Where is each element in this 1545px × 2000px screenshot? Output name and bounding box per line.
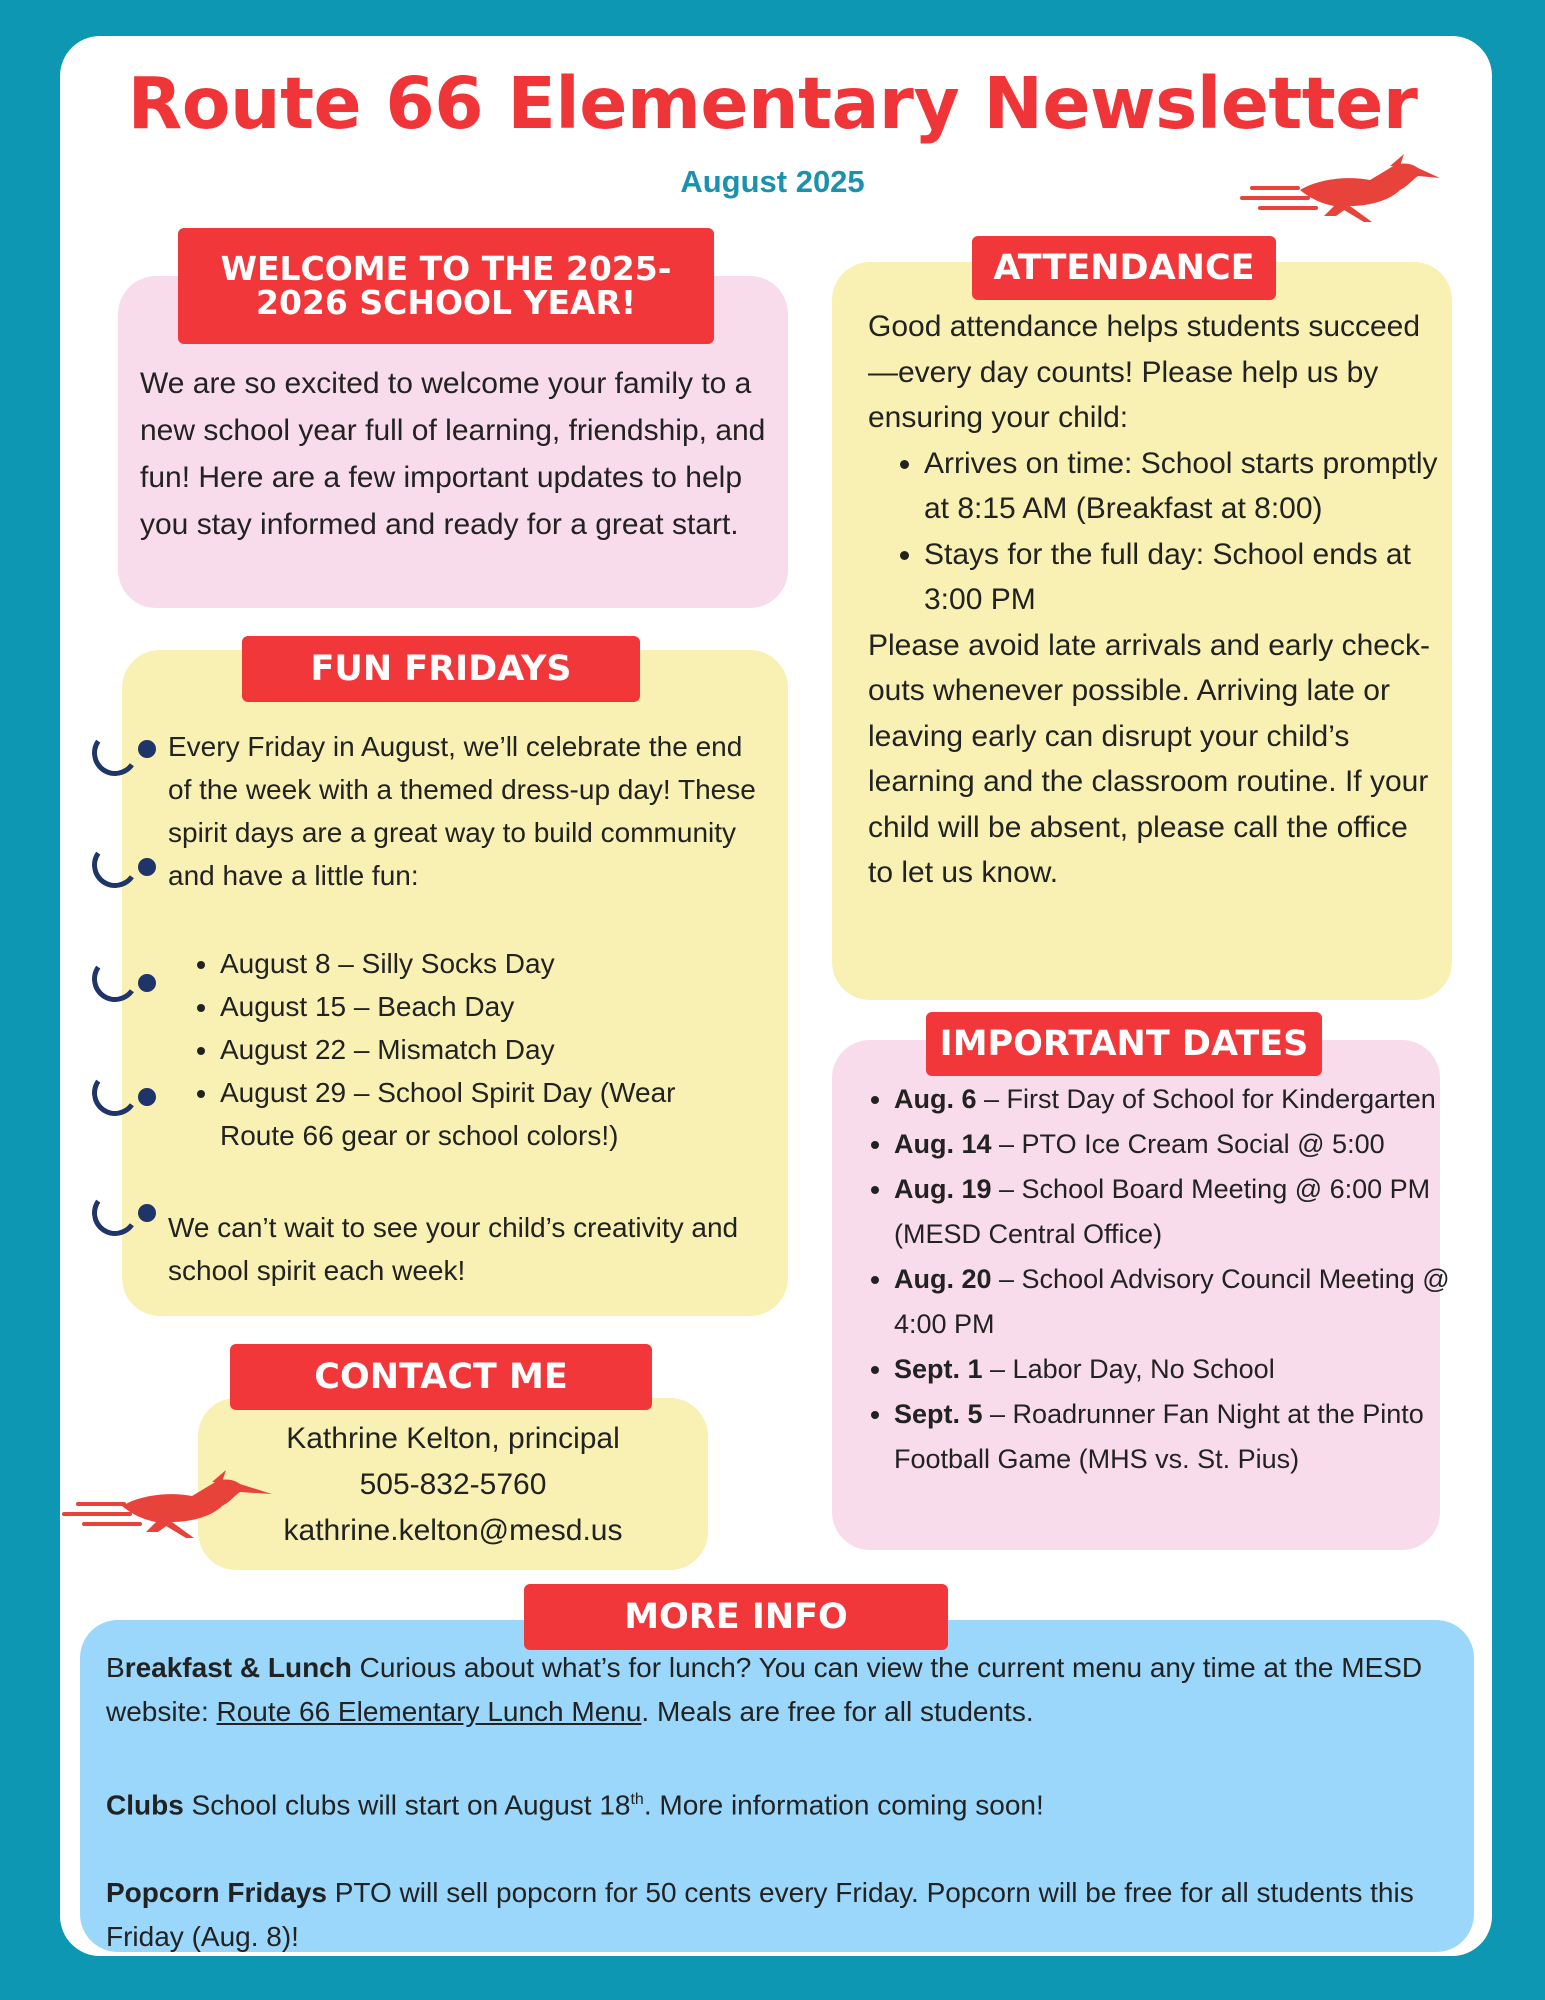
date-label: Aug. 14 — [894, 1129, 992, 1159]
list-item: • Stays for the full day: School ends at 3:00 PM — [924, 532, 1438, 623]
list-item: • August 15 – Beach Day — [220, 985, 750, 1028]
list-item: • August 8 – Silly Socks Day — [220, 942, 750, 985]
welcome-body: We are so excited to welcome your family to a new school year full of learning, friendship, and fun! Here are a few important updates to help you stay informed and ready for a great start. — [140, 367, 766, 541]
fun-fridays-list — [220, 942, 750, 1157]
date-text: – School Board Meeting @ 6:00 PM (MESD Central Office) — [894, 1174, 1431, 1249]
binder-ring-dot — [138, 1088, 156, 1106]
roadrunner-logo-bottom — [62, 1466, 272, 1546]
welcome-heading — [178, 228, 714, 344]
breakfast-title-first: B — [106, 1652, 125, 1683]
binder-ring-dot — [138, 858, 156, 876]
spacer — [106, 1734, 1478, 1778]
date-text: – School Advisory Council Meeting @ 4:00 PM — [894, 1264, 1450, 1339]
popcorn-title: Popcorn Fridays — [106, 1877, 327, 1909]
roadrunner-logo-top — [1240, 150, 1450, 230]
fun-fridays-closing: We can’t wait to see your child’s creativity and school spirit each week! — [168, 1212, 739, 1286]
newsletter-title: Route 66 Elementary Newsletter — [127, 62, 1418, 145]
date-text: – PTO Ice Cream Social @ 5:00 — [991, 1129, 1385, 1159]
date-label: Sept. 1 — [894, 1354, 983, 1384]
fun-fridays-heading: FUN FRIDAYS — [242, 636, 640, 702]
breakfast-title: reakfast & Lunch — [124, 1652, 352, 1683]
clubs-paragraph — [106, 1778, 1478, 1827]
list-item — [894, 1257, 1454, 1347]
welcome-heading-line2: 2026 SCHOOL YEAR! — [256, 283, 636, 322]
list-item: • Arrives on time: School starts promptly at 8:15 AM (Breakfast at 8:00) — [924, 441, 1438, 532]
popcorn-text: PTO will sell popcorn for 50 cents every Friday. Popcorn will be free for all students this Friday (Aug. 8)! — [106, 1877, 1414, 1953]
date-text: – First Day of School for Kindergarten — [976, 1084, 1436, 1114]
breakfast-paragraph — [106, 1646, 1478, 1734]
binder-ring-dot — [138, 740, 156, 758]
contact-phone: 505-832-5760 — [359, 1468, 547, 1501]
popcorn-paragraph — [106, 1871, 1478, 1959]
clubs-text-end: . More information coming soon! — [643, 1789, 1044, 1821]
spacer — [106, 1827, 1478, 1871]
list-item: • August 29 – School Spirit Day (Wear Route 66 gear or school colors!) — [220, 1071, 750, 1157]
attendance-intro: Good attendance helps students succeed—every day counts! Please help us by ensuring your child: — [868, 310, 1421, 434]
more-info-heading: MORE INFO — [524, 1584, 948, 1650]
list-item — [894, 1392, 1454, 1482]
attendance-list — [868, 441, 1438, 623]
date-text: – Labor Day, No School — [982, 1354, 1275, 1384]
more-info-body — [106, 1646, 1478, 1959]
breakfast-text-end: . Meals are free for all students. — [641, 1696, 1034, 1727]
welcome-heading-line1: WELCOME TO THE 2025- — [220, 249, 672, 288]
date-label: Sept. 5 — [894, 1399, 983, 1429]
contact-name: Kathrine Kelton, principal — [286, 1422, 620, 1455]
newsletter-date: August 2025 — [680, 164, 865, 199]
breakfast-text: Curious about what’s for lunch? You can view the current menu any time at the MESD website: — [106, 1652, 1423, 1727]
lunch-menu-link[interactable]: Route 66 Elementary Lunch Menu — [216, 1696, 642, 1727]
attendance-heading: ATTENDANCE — [972, 236, 1276, 300]
list-item — [894, 1347, 1454, 1392]
attendance-closing: Please avoid late arrivals and early check-outs whenever possible. Arriving late or leaving early can disrupt your child’s learning and the classroom routine. If your child will be absent, please call the office to let us know. — [868, 628, 1430, 889]
attendance-body — [868, 304, 1438, 896]
contact-info — [198, 1416, 708, 1554]
list-item — [894, 1167, 1454, 1257]
clubs-text: School clubs will start on August 18 — [183, 1789, 631, 1821]
binder-ring-dot — [138, 974, 156, 992]
date-label: Aug. 19 — [894, 1174, 992, 1204]
contact-heading: CONTACT ME — [230, 1344, 652, 1410]
binder-ring-dot — [138, 1204, 156, 1222]
contact-email[interactable]: kathrine.kelton@mesd.us — [283, 1514, 623, 1547]
important-dates-heading: IMPORTANT DATES — [926, 1012, 1322, 1076]
list-item — [894, 1122, 1454, 1167]
clubs-sup: th — [630, 1791, 644, 1808]
date-label: Aug. 20 — [894, 1264, 992, 1294]
date-text: – Roadrunner Fan Night at the Pinto Football Game (MHS vs. St. Pius) — [894, 1399, 1424, 1474]
important-dates-list — [862, 1077, 1454, 1482]
clubs-title: Clubs — [106, 1789, 184, 1821]
date-label: Aug. 6 — [894, 1084, 977, 1114]
list-item: • August 22 – Mismatch Day — [220, 1028, 750, 1071]
fun-fridays-intro: Every Friday in August, we’ll celebrate the end of the week with a themed dress-up day! These spirit days are a great way to build community and have a little fun: — [168, 731, 756, 891]
list-item — [894, 1077, 1454, 1122]
